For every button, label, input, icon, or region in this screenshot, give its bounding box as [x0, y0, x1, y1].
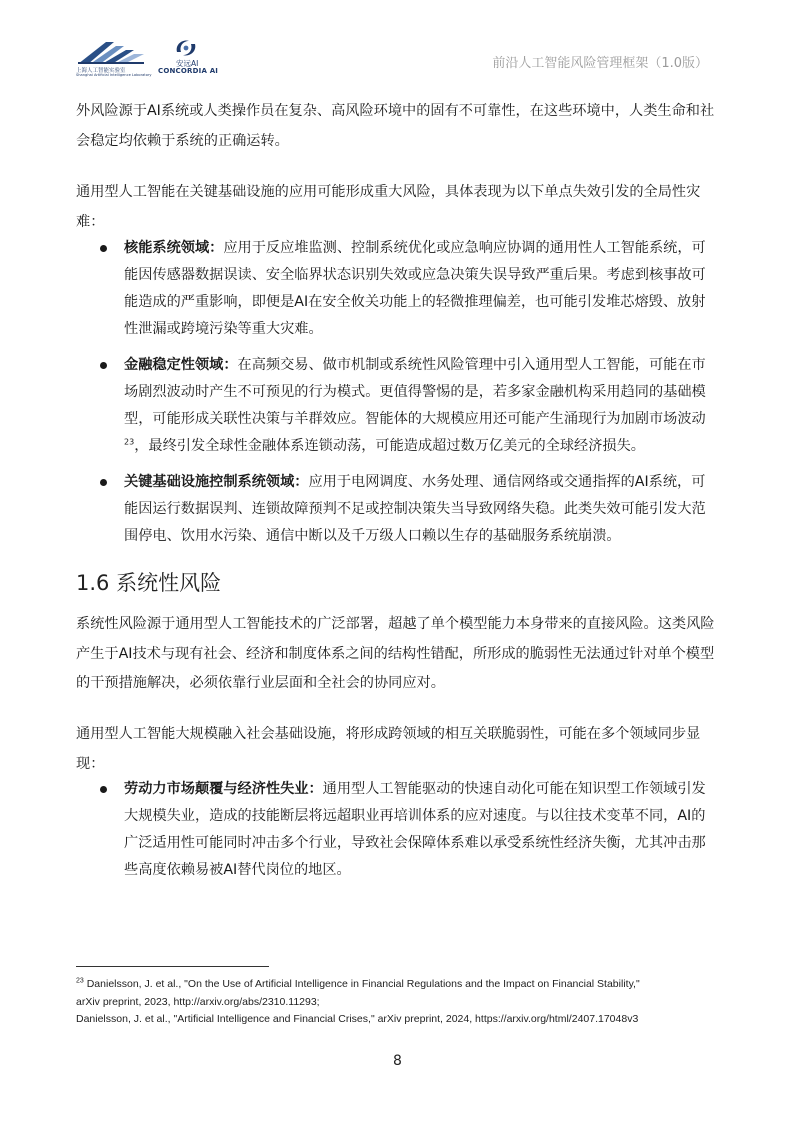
- footnote-line[interactable]: arXiv preprint, 2023, http://arxiv.org/abs/2310.11293;: [76, 995, 320, 1008]
- bullet-icon: [100, 362, 107, 369]
- list-item-title: 劳动力市场颠覆与经济性失业：: [124, 781, 323, 797]
- concordia-ai-logo: [158, 36, 220, 80]
- list-item-text: 在高频交易、做市机制或系统性风险管理中引入通用型人工智能，可能在市场剧烈波动时产生不可预见的行为模式。更值得警惕的是，若多家金融机构采用趋同的基础模型，可能形成关联性决策与羊群效应。智能体的大规模应用还可能产生涌现行为加剧市场波动: [124, 357, 706, 427]
- paragraph-1: 外风险源于AI系统或人类操作员在复杂、高风险环境中的固有不可靠性，在这些环境中，人类生命和社会稳定均依赖于系统的正确运转。: [76, 103, 715, 149]
- logo1-english-name: Shanghai Artificial Intelligence Laboratory: [76, 73, 152, 77]
- shanghai-ai-lab-emblem-icon: [76, 38, 146, 66]
- bullet-icon: [100, 245, 107, 252]
- list-item-title: 核能系统领域：: [124, 240, 224, 256]
- footnote-line: [76, 976, 726, 994]
- list-item: [76, 235, 716, 343]
- paragraph-2: 通用型人工智能在关键基础设施的应用可能形成重大风险，具体表现为以下单点失效引发的全局性灾难：: [76, 184, 701, 230]
- list-item: [76, 352, 716, 460]
- document-title: 前沿人工智能风险管理框架（1.0版）: [492, 56, 708, 71]
- footnote-text: Danielsson, J. et al., "On the Use of Artificial Intelligence in Financial Regulations and the Impact on Financial Stability,": [86, 978, 640, 990]
- logo2-chinese-name: 安远AI: [176, 59, 199, 68]
- footnote-number: 23: [76, 977, 84, 985]
- list-item-text-cont: ，最终引发全球性金融体系连锁动荡，可能造成超过数万亿美元的全球经济损失。: [134, 438, 645, 454]
- list-item-title: 金融稳定性领域：: [124, 357, 238, 373]
- systemic-risk-list: [76, 776, 716, 893]
- bullet-icon: [100, 479, 107, 486]
- section-heading: 1.6 系统性风险: [76, 571, 222, 595]
- footnote-divider: [76, 966, 269, 967]
- bullet-icon: [100, 786, 107, 793]
- shanghai-ai-lab-logo: [76, 38, 152, 78]
- list-item-title: 关键基础设施控制系统领域：: [124, 474, 309, 490]
- list-item: [76, 469, 716, 550]
- list-item-text: 应用于反应堆监测、控制系统优化或应急响应协调的通用性人工智能系统，可能因传感器数据误读、安全临界状态识别失效或应急决策失误导致严重后果。考虑到核事故可能造成的严重影响，即便是AI在安全攸关功能上的轻微推理偏差，也可能引发堆芯熔毁、放射性泄漏或跨境污染等重大灾难。: [124, 240, 706, 337]
- footnote-line[interactable]: Danielsson, J. et al., "Artificial Intelligence and Financial Crises," arXiv preprint, 2024, https://arxiv.org/html/2407.17048v3: [76, 1013, 639, 1025]
- footnotes: [76, 976, 726, 1029]
- list-item: [76, 776, 716, 884]
- footnote-ref[interactable]: 23: [124, 437, 135, 447]
- critical-infrastructure-list: [76, 235, 716, 559]
- concordia-emblem-icon: [173, 38, 199, 58]
- page-number: 8: [393, 1053, 402, 1069]
- list-item-text: 通用型人工智能驱动的快速自动化可能在知识型工作领域引发大规模失业，造成的技能断层将远超职业再培训体系的应对速度。与以往技术变革不同，AI的广泛适用性可能同时冲击多个行业，导致社会保障体系难以承受系统性经济失衡，尤其冲击那些高度依赖易被AI替代岗位的地区。: [124, 781, 706, 878]
- logo1-chinese-name: 上海人工智能实验室: [76, 68, 126, 74]
- paragraph-3: 系统性风险源于通用型人工智能技术的广泛部署，超越了单个模型能力本身带来的直接风险。这类风险产生于AI技术与现有社会、经济和制度体系之间的结构性错配，所形成的脆弱性无法通过针对单个模型的干预措施解决，必须依靠行业层面和全社会的协同应对。: [76, 616, 715, 691]
- logo2-english-name: CONCORDIA AI: [158, 67, 219, 75]
- list-item-text: 应用于电网调度、水务处理、通信网络或交通指挥的AI系统，可能因运行数据误判、连锁故障预判不足或控制决策失当导致网络失稳。此类失效可能引发大范围停电、饮用水污染、通信中断以及千万级人口赖以生存的基础服务系统崩溃。: [124, 474, 706, 544]
- paragraph-4: 通用型人工智能大规模融入社会基础设施，将形成跨领域的相互关联脆弱性，可能在多个领域同步显现：: [76, 726, 701, 772]
- page-header: [76, 36, 716, 84]
